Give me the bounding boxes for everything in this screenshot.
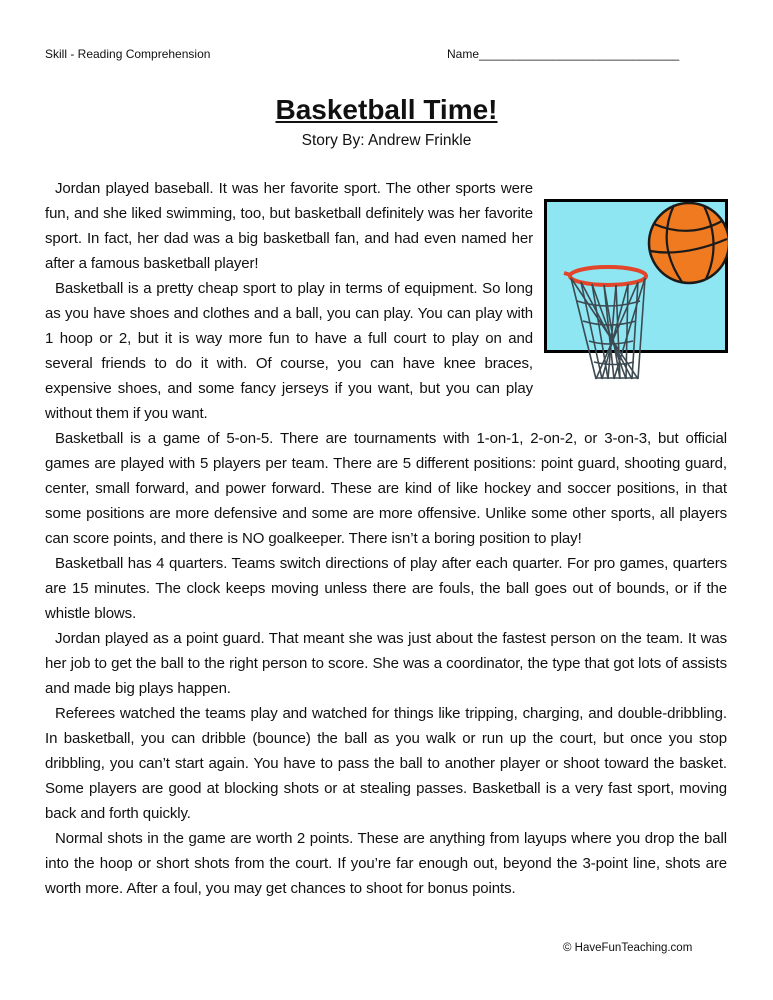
skill-label: Skill - Reading Comprehension	[45, 47, 211, 61]
paragraph: Basketball has 4 quarters. Teams switch directions of play after each quarter. For pro games, quarters are 15 minutes. The clock keeps moving unless there are fouls, the ball goes out of bounds, or if the whistle blows.	[45, 555, 727, 622]
paragraph: Basketball is a game of 5-on-5. There are tournaments with 1-on-1, 2-on-2, or 3-on-3, but official games are played with 5 players per team. There are 5 different positions: point guard, shooting guard, center, small forward, and power forward. These are kind of like hockey and soccer positions, in that some positions are more defensive and some are more offensive. Unlike some other sports, all players can score points, and there is NO goalkeeper. There isn’t a boring position to play!	[45, 430, 727, 547]
name-field: Name______________________________	[447, 47, 680, 61]
paragraph: Jordan played baseball. It was her favorite sport. The other sports were fun, and she liked swimming, too, but basketball definitely was her favorite sport. In fact, her dad was a big basketball fan, and had even named her after a famous basketball player!	[45, 180, 533, 272]
copyright-footer: © HaveFunTeaching.com	[563, 942, 693, 954]
story-title: Basketball Time!	[275, 94, 498, 125]
story-byline: Story By: Andrew Frinkle	[301, 132, 472, 149]
paragraph: Jordan played as a point guard. That meant she was just about the fastest person on the team. It was her job to get the ball to the right person to score. She was a coordinator, the type that got lots of assists and made big plays happen.	[45, 630, 727, 697]
paragraph: Normal shots in the game are worth 2 points. These are anything from layups where you drop the ball into the hoop or short shots from the court. If you’re far enough out, beyond the 3-point line, shots are worth more. After a foul, you may get chances to shoot for bonus points.	[45, 830, 727, 897]
paragraph: Basketball is a pretty cheap sport to play in terms of equipment. So long as you have shoes and clothes and a ball, you can play. You can play with 1 hoop or 2, but it is way more fun to have a full court to play on and several friends to do it with. Of course, you can have knee braces, expensive shoes, and some fancy jerseys if you want, but you can play without them if you want.	[45, 280, 533, 422]
paragraph: Referees watched the teams play and watched for things like tripping, charging, and double-dribbling. In basketball, you can dribble (bounce) the ball as you walk or run up the court, but once you stop dribbling, you can’t start again. You have to pass the ball to another player or shoot toward the basket. Some players are good at blocking shots or at stealing passes. Basketball is a very fast sport, moving back and forth quickly.	[45, 705, 727, 822]
story-body	[45, 176, 727, 901]
